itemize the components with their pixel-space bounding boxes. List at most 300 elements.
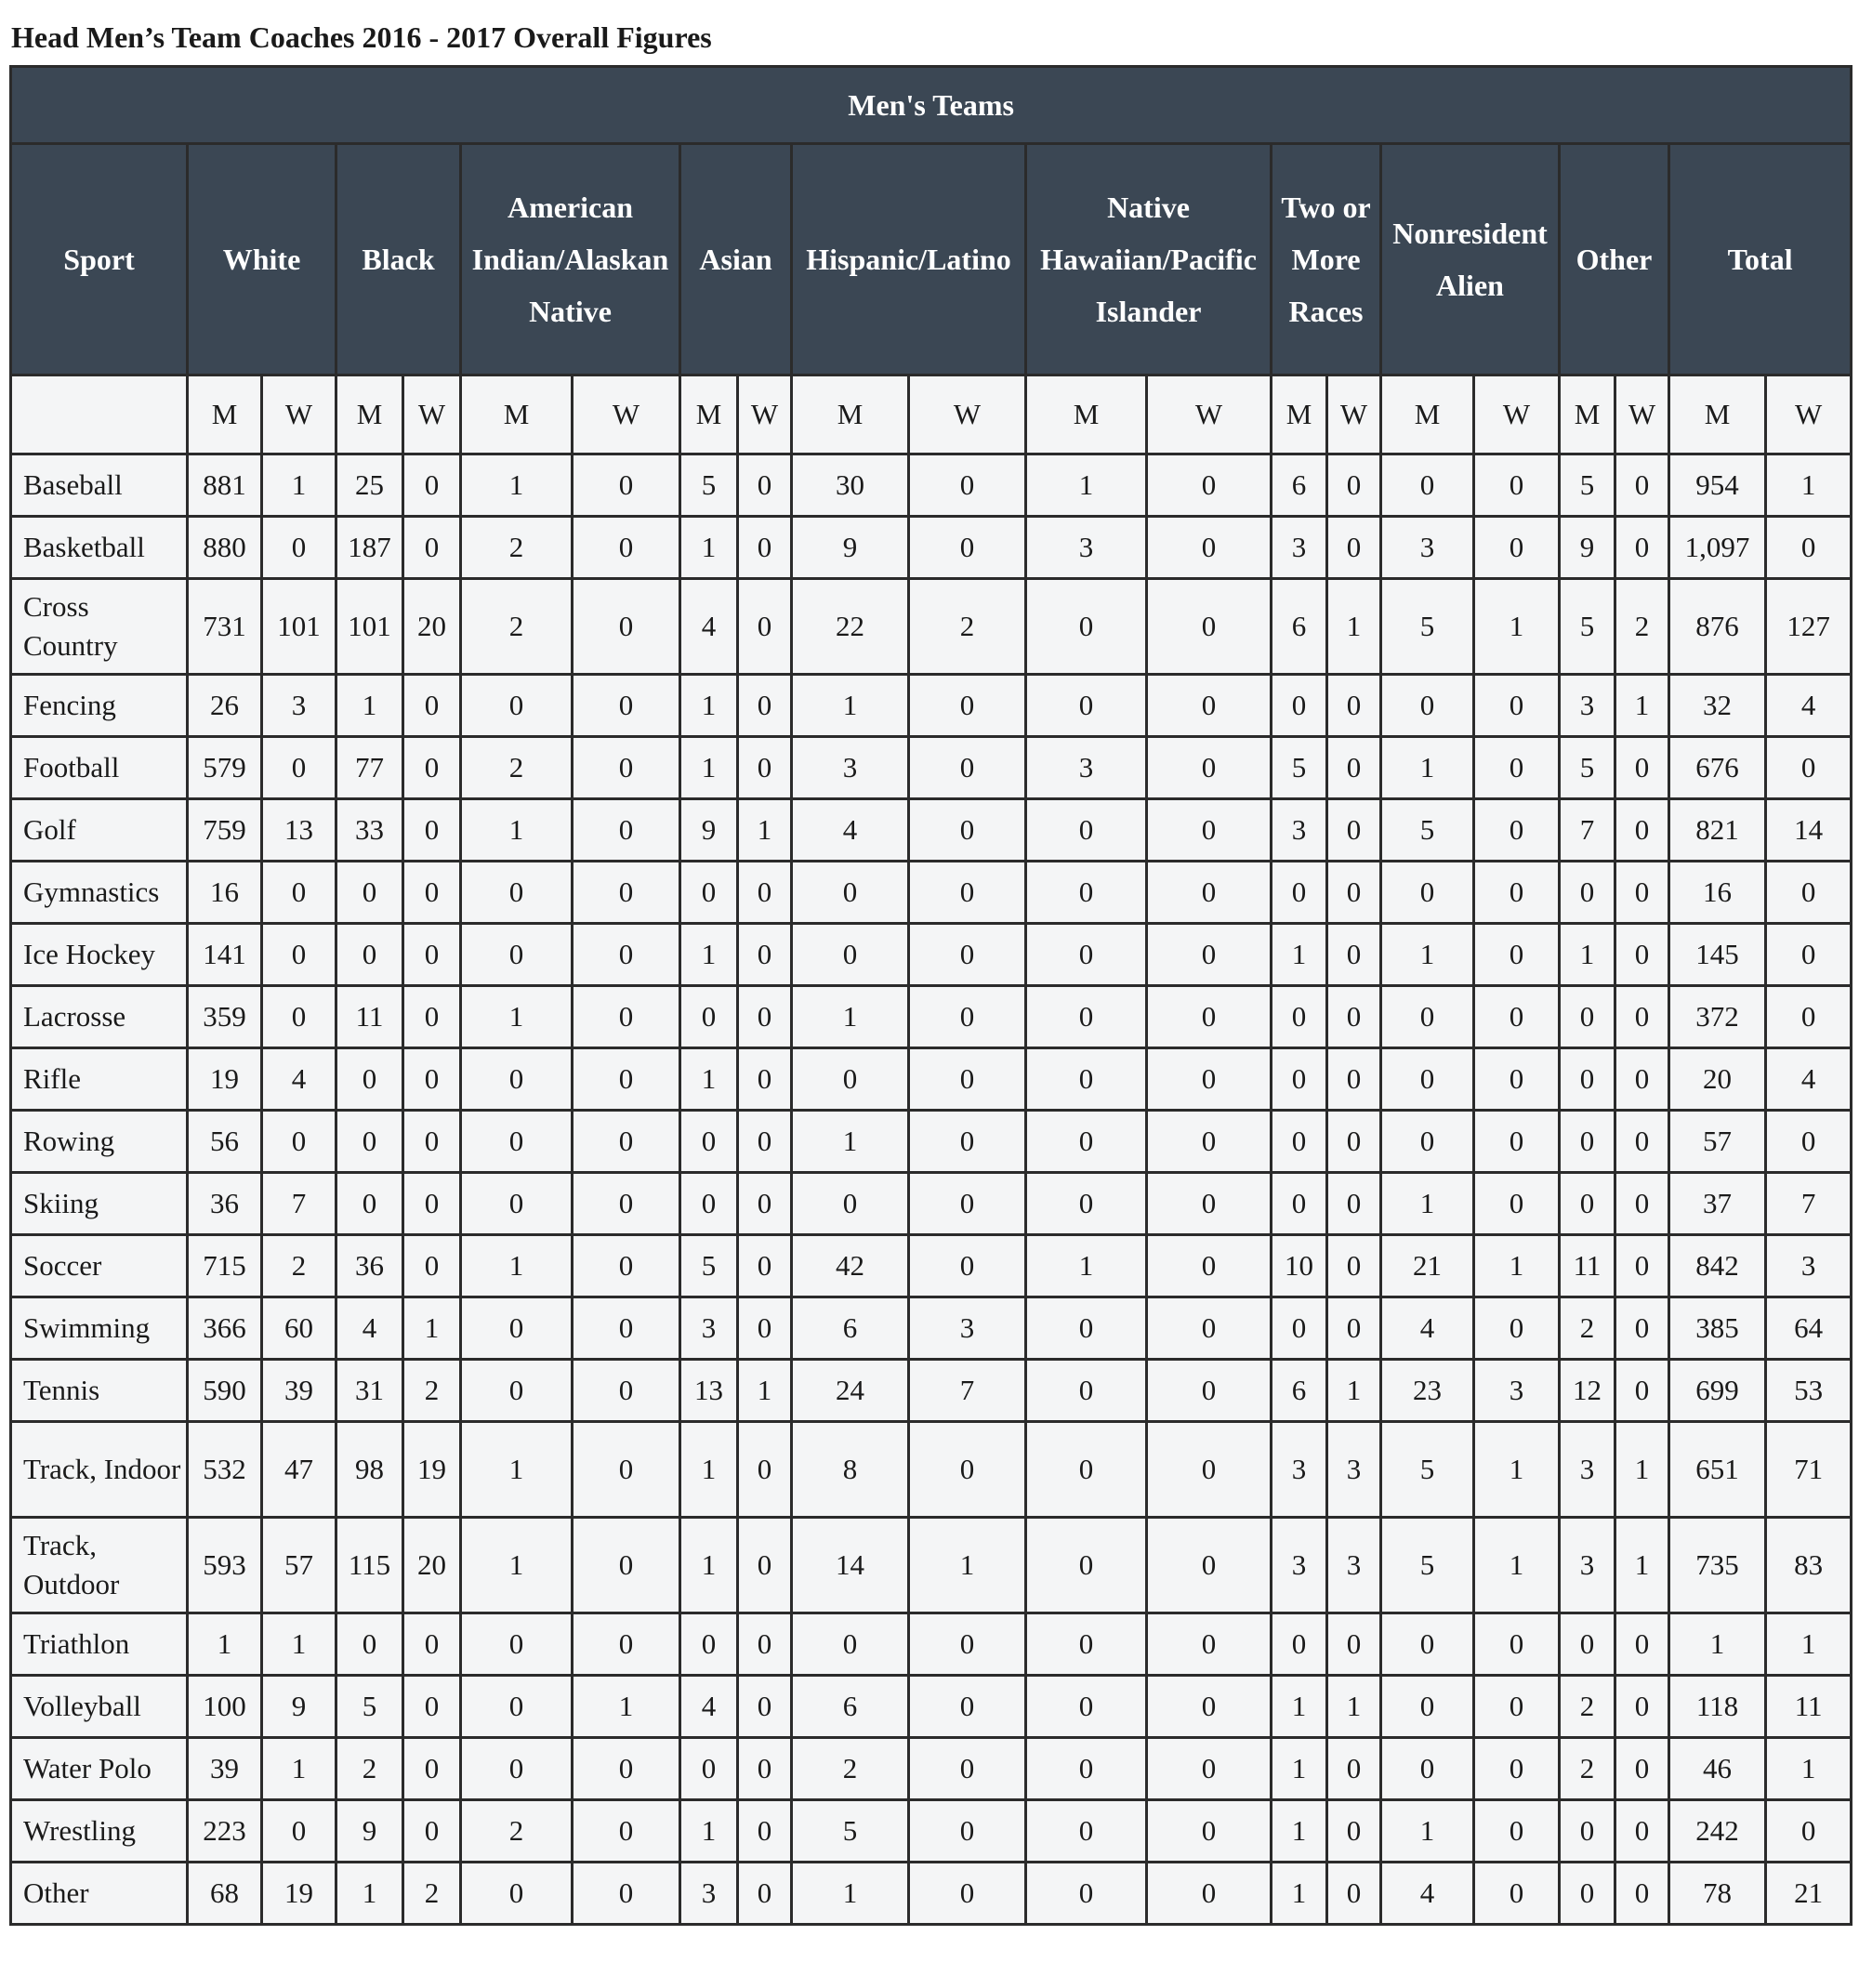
count-cell: 0 bbox=[738, 1297, 792, 1360]
group-header: Asian bbox=[680, 144, 792, 375]
count-cell: 0 bbox=[1615, 1613, 1669, 1676]
sex-header-cell: W bbox=[1327, 375, 1381, 454]
count-cell: 0 bbox=[738, 1111, 792, 1173]
count-cell: 0 bbox=[909, 1738, 1026, 1800]
count-cell: 3 bbox=[680, 1863, 738, 1925]
count-cell: 0 bbox=[262, 986, 336, 1048]
count-cell: 954 bbox=[1669, 454, 1766, 517]
count-cell: 0 bbox=[1474, 986, 1560, 1048]
count-cell: 57 bbox=[262, 1518, 336, 1613]
count-cell: 11 bbox=[336, 986, 403, 1048]
count-cell: 0 bbox=[1327, 862, 1381, 924]
count-cell: 0 bbox=[573, 799, 680, 862]
sex-header-cell: W bbox=[262, 375, 336, 454]
count-cell: 4 bbox=[262, 1048, 336, 1111]
count-cell: 0 bbox=[1147, 1518, 1272, 1613]
count-cell: 7 bbox=[909, 1360, 1026, 1422]
count-cell: 0 bbox=[909, 986, 1026, 1048]
count-cell: 5 bbox=[1560, 454, 1615, 517]
group-header: Other bbox=[1560, 144, 1669, 375]
sport-name-cell: Soccer bbox=[11, 1235, 188, 1297]
table-row bbox=[11, 1297, 1852, 1360]
count-cell: 0 bbox=[1147, 799, 1272, 862]
count-cell: 0 bbox=[573, 986, 680, 1048]
count-cell: 16 bbox=[188, 862, 262, 924]
count-cell: 32 bbox=[1669, 675, 1766, 737]
count-cell: 0 bbox=[738, 1676, 792, 1738]
count-cell: 0 bbox=[1615, 454, 1669, 517]
count-cell: 10 bbox=[1272, 1235, 1327, 1297]
group-header: Native Hawaiian/Pacific Islander bbox=[1026, 144, 1272, 375]
sport-name-cell: Triathlon bbox=[11, 1613, 188, 1676]
count-cell: 0 bbox=[1474, 1111, 1560, 1173]
count-cell: 0 bbox=[461, 1613, 573, 1676]
count-cell: 0 bbox=[403, 986, 461, 1048]
count-cell: 4 bbox=[336, 1297, 403, 1360]
count-cell: 0 bbox=[573, 1422, 680, 1518]
count-cell: 2 bbox=[461, 737, 573, 799]
count-cell: 0 bbox=[1147, 1738, 1272, 1800]
count-cell: 1 bbox=[1474, 1518, 1560, 1613]
count-cell: 0 bbox=[573, 579, 680, 675]
count-cell: 0 bbox=[738, 579, 792, 675]
count-cell: 590 bbox=[188, 1360, 262, 1422]
count-cell: 0 bbox=[1327, 1738, 1381, 1800]
count-cell: 1 bbox=[680, 1518, 738, 1613]
count-cell: 4 bbox=[1381, 1297, 1474, 1360]
count-cell: 1 bbox=[738, 1360, 792, 1422]
count-cell: 0 bbox=[1766, 986, 1852, 1048]
count-cell: 2 bbox=[461, 579, 573, 675]
count-cell: 4 bbox=[1381, 1863, 1474, 1925]
count-cell: 1 bbox=[1474, 579, 1560, 675]
count-cell: 16 bbox=[1669, 862, 1766, 924]
count-cell: 821 bbox=[1669, 799, 1766, 862]
count-cell: 5 bbox=[1381, 1518, 1474, 1613]
group-header-row bbox=[11, 144, 1852, 375]
count-cell: 0 bbox=[336, 1048, 403, 1111]
count-cell: 1 bbox=[1766, 1738, 1852, 1800]
count-cell: 0 bbox=[1327, 924, 1381, 986]
sex-header-cell: M bbox=[461, 375, 573, 454]
count-cell: 4 bbox=[1766, 675, 1852, 737]
sport-name-cell: Rifle bbox=[11, 1048, 188, 1111]
count-cell: 1 bbox=[1669, 1613, 1766, 1676]
count-cell: 0 bbox=[1381, 1111, 1474, 1173]
sex-header-cell: M bbox=[336, 375, 403, 454]
count-cell: 0 bbox=[1560, 1111, 1615, 1173]
table-row bbox=[11, 737, 1852, 799]
sport-name-cell: Swimming bbox=[11, 1297, 188, 1360]
count-cell: 0 bbox=[1381, 675, 1474, 737]
count-cell: 2 bbox=[792, 1738, 909, 1800]
count-cell: 0 bbox=[1026, 1800, 1147, 1863]
count-cell: 0 bbox=[336, 924, 403, 986]
table-row bbox=[11, 675, 1852, 737]
count-cell: 0 bbox=[461, 1048, 573, 1111]
count-cell: 1 bbox=[262, 454, 336, 517]
count-cell: 0 bbox=[1381, 986, 1474, 1048]
count-cell: 0 bbox=[909, 1613, 1026, 1676]
count-cell: 0 bbox=[738, 924, 792, 986]
sport-name-cell: Football bbox=[11, 737, 188, 799]
group-header: White bbox=[188, 144, 336, 375]
count-cell: 19 bbox=[262, 1863, 336, 1925]
count-cell: 0 bbox=[738, 1613, 792, 1676]
count-cell: 2 bbox=[336, 1738, 403, 1800]
count-cell: 1 bbox=[680, 924, 738, 986]
count-cell: 6 bbox=[1272, 1360, 1327, 1422]
count-cell: 0 bbox=[1272, 986, 1327, 1048]
count-cell: 1 bbox=[461, 454, 573, 517]
count-cell: 1 bbox=[573, 1676, 680, 1738]
count-cell: 0 bbox=[1272, 1111, 1327, 1173]
count-cell: 1 bbox=[461, 986, 573, 1048]
count-cell: 0 bbox=[1026, 1173, 1147, 1235]
count-cell: 0 bbox=[792, 1173, 909, 1235]
count-cell: 0 bbox=[909, 517, 1026, 579]
count-cell: 2 bbox=[403, 1360, 461, 1422]
group-header: Nonresident Alien bbox=[1381, 144, 1560, 375]
coaches-figures-table bbox=[9, 65, 1852, 1926]
count-cell: 1 bbox=[461, 1518, 573, 1613]
count-cell: 0 bbox=[909, 1422, 1026, 1518]
count-cell: 5 bbox=[1272, 737, 1327, 799]
count-cell: 1 bbox=[1381, 1800, 1474, 1863]
count-cell: 1 bbox=[1272, 1800, 1327, 1863]
count-cell: 3 bbox=[909, 1297, 1026, 1360]
count-cell: 0 bbox=[461, 1738, 573, 1800]
count-cell: 0 bbox=[1026, 1738, 1147, 1800]
sport-name-cell: Cross Country bbox=[11, 579, 188, 675]
count-cell: 0 bbox=[1327, 1173, 1381, 1235]
count-cell: 3 bbox=[1026, 517, 1147, 579]
count-cell: 3 bbox=[262, 675, 336, 737]
count-cell: 39 bbox=[262, 1360, 336, 1422]
count-cell: 13 bbox=[262, 799, 336, 862]
count-cell: 0 bbox=[1147, 1048, 1272, 1111]
count-cell: 0 bbox=[1272, 1173, 1327, 1235]
sex-header-cell: W bbox=[1147, 375, 1272, 454]
count-cell: 2 bbox=[1560, 1738, 1615, 1800]
count-cell: 2 bbox=[1560, 1297, 1615, 1360]
count-cell: 12 bbox=[1560, 1360, 1615, 1422]
table-row bbox=[11, 1111, 1852, 1173]
count-cell: 13 bbox=[680, 1360, 738, 1422]
count-cell: 0 bbox=[1560, 1048, 1615, 1111]
count-cell: 60 bbox=[262, 1297, 336, 1360]
count-cell: 0 bbox=[573, 1613, 680, 1676]
count-cell: 0 bbox=[403, 1173, 461, 1235]
count-cell: 0 bbox=[262, 517, 336, 579]
count-cell: 0 bbox=[403, 675, 461, 737]
count-cell: 0 bbox=[1615, 799, 1669, 862]
sport-name-cell: Golf bbox=[11, 799, 188, 862]
count-cell: 4 bbox=[792, 799, 909, 862]
count-cell: 0 bbox=[403, 737, 461, 799]
count-cell: 4 bbox=[680, 579, 738, 675]
count-cell: 101 bbox=[336, 579, 403, 675]
count-cell: 0 bbox=[1026, 1422, 1147, 1518]
count-cell: 0 bbox=[1147, 454, 1272, 517]
count-cell: 0 bbox=[1474, 1613, 1560, 1676]
page-title: Head Men’s Team Coaches 2016 - 2017 Overall Figures bbox=[11, 20, 712, 54]
count-cell: 1 bbox=[1766, 454, 1852, 517]
count-cell: 0 bbox=[1147, 579, 1272, 675]
count-cell: 0 bbox=[1474, 1676, 1560, 1738]
count-cell: 115 bbox=[336, 1518, 403, 1613]
count-cell: 0 bbox=[573, 737, 680, 799]
count-cell: 223 bbox=[188, 1800, 262, 1863]
count-cell: 0 bbox=[909, 737, 1026, 799]
count-cell: 5 bbox=[680, 454, 738, 517]
count-cell: 47 bbox=[262, 1422, 336, 1518]
sex-header-cell: M bbox=[1381, 375, 1474, 454]
count-cell: 0 bbox=[738, 986, 792, 1048]
count-cell: 56 bbox=[188, 1111, 262, 1173]
count-cell: 0 bbox=[403, 799, 461, 862]
sport-name-cell: Baseball bbox=[11, 454, 188, 517]
count-cell: 0 bbox=[1615, 986, 1669, 1048]
count-cell: 1 bbox=[403, 1297, 461, 1360]
count-cell: 1 bbox=[680, 517, 738, 579]
sex-header-cell: W bbox=[573, 375, 680, 454]
count-cell: 1 bbox=[1381, 737, 1474, 799]
count-cell: 0 bbox=[403, 924, 461, 986]
sex-header-cell: M bbox=[188, 375, 262, 454]
count-cell: 0 bbox=[461, 1676, 573, 1738]
table-row bbox=[11, 986, 1852, 1048]
count-cell: 0 bbox=[1327, 986, 1381, 1048]
count-cell: 0 bbox=[738, 1422, 792, 1518]
count-cell: 0 bbox=[1381, 1613, 1474, 1676]
count-cell: 0 bbox=[1560, 986, 1615, 1048]
sex-header-cell bbox=[11, 375, 188, 454]
sport-name-cell: Fencing bbox=[11, 675, 188, 737]
count-cell: 42 bbox=[792, 1235, 909, 1297]
count-cell: 0 bbox=[680, 1613, 738, 1676]
count-cell: 0 bbox=[573, 1173, 680, 1235]
count-cell: 715 bbox=[188, 1235, 262, 1297]
sex-header-cell: M bbox=[680, 375, 738, 454]
group-header: Two or More Races bbox=[1272, 144, 1381, 375]
count-cell: 4 bbox=[1766, 1048, 1852, 1111]
count-cell: 0 bbox=[1766, 924, 1852, 986]
count-cell: 1 bbox=[1327, 1360, 1381, 1422]
table-row bbox=[11, 1173, 1852, 1235]
count-cell: 0 bbox=[909, 924, 1026, 986]
count-cell: 0 bbox=[909, 454, 1026, 517]
count-cell: 36 bbox=[336, 1235, 403, 1297]
count-cell: 0 bbox=[1147, 924, 1272, 986]
count-cell: 0 bbox=[1147, 517, 1272, 579]
count-cell: 579 bbox=[188, 737, 262, 799]
count-cell: 0 bbox=[262, 924, 336, 986]
count-cell: 0 bbox=[909, 1173, 1026, 1235]
count-cell: 676 bbox=[1669, 737, 1766, 799]
count-cell: 0 bbox=[1272, 1297, 1327, 1360]
count-cell: 6 bbox=[792, 1676, 909, 1738]
count-cell: 0 bbox=[403, 1738, 461, 1800]
count-cell: 6 bbox=[792, 1297, 909, 1360]
count-cell: 0 bbox=[909, 675, 1026, 737]
count-cell: 881 bbox=[188, 454, 262, 517]
count-cell: 0 bbox=[573, 454, 680, 517]
count-cell: 1 bbox=[680, 1800, 738, 1863]
count-cell: 127 bbox=[1766, 579, 1852, 675]
count-cell: 0 bbox=[1272, 862, 1327, 924]
count-cell: 0 bbox=[680, 1173, 738, 1235]
count-cell: 9 bbox=[336, 1800, 403, 1863]
count-cell: 0 bbox=[461, 862, 573, 924]
count-cell: 0 bbox=[1474, 675, 1560, 737]
count-cell: 0 bbox=[792, 924, 909, 986]
table-row bbox=[11, 1048, 1852, 1111]
group-header: Total bbox=[1669, 144, 1852, 375]
table-row bbox=[11, 579, 1852, 675]
count-cell: 100 bbox=[188, 1676, 262, 1738]
count-cell: 3 bbox=[1560, 1518, 1615, 1613]
count-cell: 0 bbox=[1474, 862, 1560, 924]
count-cell: 0 bbox=[1615, 1297, 1669, 1360]
count-cell: 0 bbox=[738, 1518, 792, 1613]
count-cell: 0 bbox=[1147, 1676, 1272, 1738]
table-row bbox=[11, 517, 1852, 579]
count-cell: 3 bbox=[1474, 1360, 1560, 1422]
count-cell: 0 bbox=[403, 517, 461, 579]
count-cell: 0 bbox=[1147, 1863, 1272, 1925]
table-caption: Men's Teams bbox=[11, 67, 1852, 144]
count-cell: 0 bbox=[1026, 1360, 1147, 1422]
count-cell: 0 bbox=[1026, 862, 1147, 924]
count-cell: 1 bbox=[909, 1518, 1026, 1613]
count-cell: 6 bbox=[1272, 579, 1327, 675]
count-cell: 1,097 bbox=[1669, 517, 1766, 579]
count-cell: 593 bbox=[188, 1518, 262, 1613]
count-cell: 1 bbox=[738, 799, 792, 862]
count-cell: 0 bbox=[1327, 517, 1381, 579]
count-cell: 0 bbox=[403, 1676, 461, 1738]
count-cell: 876 bbox=[1669, 579, 1766, 675]
sport-name-cell: Tennis bbox=[11, 1360, 188, 1422]
sex-header-cell: M bbox=[1026, 375, 1147, 454]
count-cell: 118 bbox=[1669, 1676, 1766, 1738]
count-cell: 0 bbox=[1147, 1800, 1272, 1863]
count-cell: 187 bbox=[336, 517, 403, 579]
count-cell: 0 bbox=[461, 1111, 573, 1173]
count-cell: 1 bbox=[1272, 1738, 1327, 1800]
group-header: Black bbox=[336, 144, 461, 375]
count-cell: 0 bbox=[1026, 1676, 1147, 1738]
count-cell: 1 bbox=[792, 1111, 909, 1173]
count-cell: 0 bbox=[1147, 675, 1272, 737]
count-cell: 0 bbox=[1615, 924, 1669, 986]
count-cell: 0 bbox=[1766, 1111, 1852, 1173]
count-cell: 1 bbox=[1474, 1422, 1560, 1518]
count-cell: 0 bbox=[680, 986, 738, 1048]
count-cell: 1 bbox=[1272, 1676, 1327, 1738]
count-cell: 3 bbox=[1272, 517, 1327, 579]
count-cell: 0 bbox=[403, 1048, 461, 1111]
count-cell: 0 bbox=[1381, 1048, 1474, 1111]
count-cell: 0 bbox=[1272, 1613, 1327, 1676]
count-cell: 0 bbox=[1381, 454, 1474, 517]
count-cell: 0 bbox=[573, 1235, 680, 1297]
count-cell: 0 bbox=[1615, 1676, 1669, 1738]
count-cell: 0 bbox=[1560, 862, 1615, 924]
count-cell: 0 bbox=[1560, 1863, 1615, 1925]
group-header: Hispanic/Latino bbox=[792, 144, 1026, 375]
count-cell: 0 bbox=[262, 1800, 336, 1863]
count-cell: 1 bbox=[1615, 675, 1669, 737]
count-cell: 0 bbox=[1026, 924, 1147, 986]
count-cell: 0 bbox=[1327, 1613, 1381, 1676]
count-cell: 21 bbox=[1381, 1235, 1474, 1297]
count-cell: 4 bbox=[680, 1676, 738, 1738]
sport-name-cell: Track, Outdoor bbox=[11, 1518, 188, 1613]
table-row bbox=[11, 924, 1852, 986]
count-cell: 0 bbox=[1474, 1800, 1560, 1863]
count-cell: 3 bbox=[792, 737, 909, 799]
sex-header-cell: W bbox=[738, 375, 792, 454]
sex-header-cell: M bbox=[1669, 375, 1766, 454]
count-cell: 0 bbox=[1766, 517, 1852, 579]
sex-header-cell: M bbox=[1272, 375, 1327, 454]
count-cell: 0 bbox=[1474, 737, 1560, 799]
count-cell: 1 bbox=[792, 675, 909, 737]
count-cell: 1 bbox=[680, 1048, 738, 1111]
count-cell: 98 bbox=[336, 1422, 403, 1518]
count-cell: 0 bbox=[1147, 986, 1272, 1048]
count-cell: 1 bbox=[262, 1738, 336, 1800]
count-cell: 0 bbox=[1615, 1800, 1669, 1863]
count-cell: 0 bbox=[573, 517, 680, 579]
count-cell: 1 bbox=[680, 737, 738, 799]
count-cell: 22 bbox=[792, 579, 909, 675]
count-cell: 7 bbox=[1766, 1173, 1852, 1235]
count-cell: 1 bbox=[1766, 1613, 1852, 1676]
count-cell: 0 bbox=[1272, 675, 1327, 737]
count-cell: 1 bbox=[1026, 1235, 1147, 1297]
table-row bbox=[11, 1360, 1852, 1422]
count-cell: 1 bbox=[461, 799, 573, 862]
count-cell: 0 bbox=[909, 1111, 1026, 1173]
count-cell: 0 bbox=[573, 675, 680, 737]
table-row bbox=[11, 1518, 1852, 1613]
count-cell: 0 bbox=[1560, 1800, 1615, 1863]
count-cell: 1 bbox=[188, 1613, 262, 1676]
count-cell: 1 bbox=[1272, 1863, 1327, 1925]
count-cell: 0 bbox=[909, 1235, 1026, 1297]
table-row bbox=[11, 1235, 1852, 1297]
count-cell: 1 bbox=[1327, 579, 1381, 675]
count-cell: 651 bbox=[1669, 1422, 1766, 1518]
count-cell: 0 bbox=[1026, 1863, 1147, 1925]
count-cell: 0 bbox=[262, 862, 336, 924]
count-cell: 0 bbox=[1560, 1173, 1615, 1235]
count-cell: 2 bbox=[1615, 579, 1669, 675]
count-cell: 731 bbox=[188, 579, 262, 675]
count-cell: 78 bbox=[1669, 1863, 1766, 1925]
count-cell: 31 bbox=[336, 1360, 403, 1422]
table-body bbox=[11, 454, 1852, 1925]
count-cell: 9 bbox=[262, 1676, 336, 1738]
count-cell: 0 bbox=[738, 1738, 792, 1800]
count-cell: 880 bbox=[188, 517, 262, 579]
count-cell: 0 bbox=[1327, 799, 1381, 862]
count-cell: 0 bbox=[1615, 737, 1669, 799]
count-cell: 0 bbox=[403, 1800, 461, 1863]
